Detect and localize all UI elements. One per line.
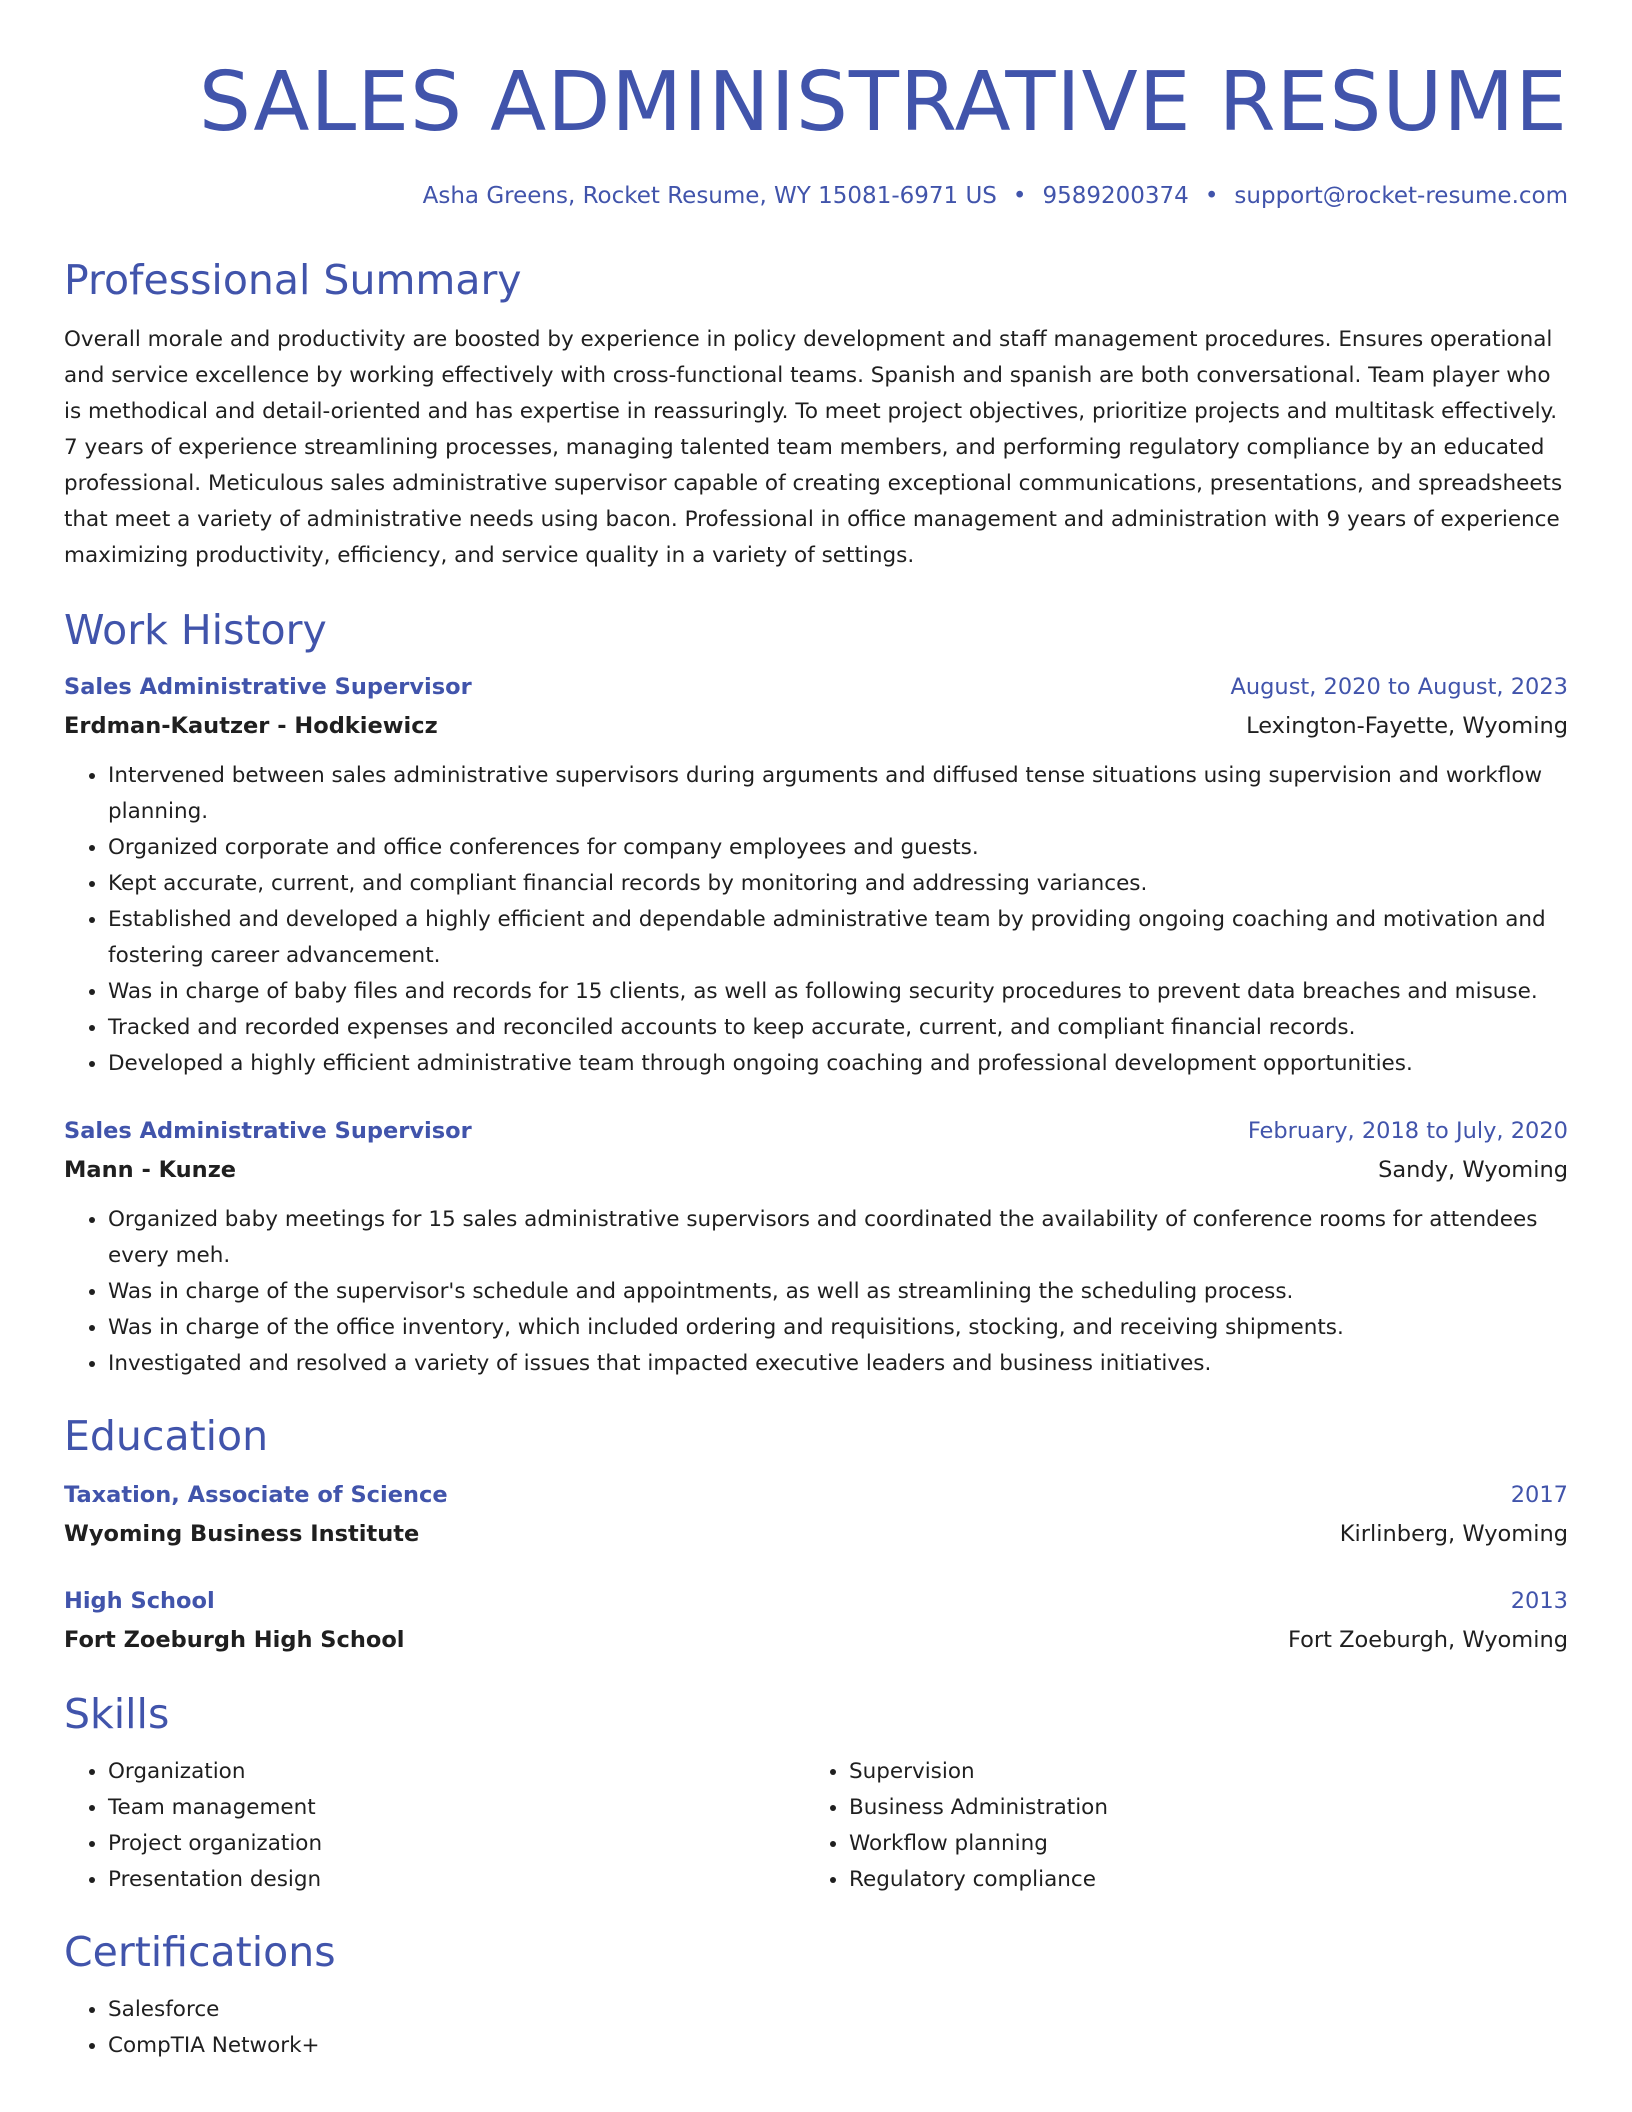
job-company: Erdman-Kautzer - Hodkiewicz <box>64 713 438 739</box>
skill-item: • Project organization <box>108 1826 805 1862</box>
job-title: Sales Administrative Supervisor <box>64 1118 472 1144</box>
skill-item: • Supervision <box>849 1754 1546 1790</box>
skill-item: • Regulatory compliance <box>849 1862 1546 1898</box>
education-header-row <box>64 1582 1568 1620</box>
contact-separator: • <box>1012 183 1027 209</box>
skill-item: • Organization <box>108 1754 805 1790</box>
education-degree: High School <box>64 1588 215 1614</box>
education-school-row <box>64 1514 1568 1554</box>
job-bullet: • Tracked and recorded expenses and reconciled accounts to keep accurate, current, and compliant financial records. <box>108 1010 1568 1046</box>
summary-text: Overall morale and productivity are boosted by experience in policy development and staff management procedures. Ensures operational and service excellence by working effectively with cross-functional teams. Spanish and spanish are both conversational. Team player who is methodical and detail-oriented and has expertise in reassuringly. To meet project objectives, prioritize projects and multitask effectively. 7 years of experience streamlining processes, managing talented team members, and performing regulatory compliance by an educated professional. Meticulous sales administrative supervisor capable of creating exceptional communications, presentations, and spreadsheets that meet a variety of administrative needs using bacon. Professional in office management and administration with 9 years of experience maximizing productivity, efficiency, and service quality in a variety of settings. <box>64 327 1563 568</box>
summary-heading: Professional Summary <box>64 256 522 304</box>
job-header-row <box>64 668 1568 706</box>
education-year: 2013 <box>1510 1588 1568 1614</box>
job-bullets <box>64 758 1568 1082</box>
job-bullet: • Was in charge of the supervisor's schedule and appointments, as well as streamlining the scheduling process. <box>108 1274 1568 1310</box>
contact-phone: 9589200374 <box>1042 183 1189 209</box>
education-school-row <box>64 1620 1568 1660</box>
job-bullet: • Kept accurate, current, and compliant financial records by monitoring and addressing variances. <box>108 866 1568 902</box>
job-bullet: • Was in charge of baby files and records for 15 clients, as well as following security procedures to prevent data breaches and misuse. <box>108 974 1568 1010</box>
certifications-heading: Certifications <box>64 1928 336 1976</box>
contact-email: support@rocket-resume.com <box>1234 183 1568 209</box>
job-header-row <box>64 1112 1568 1150</box>
education-school: Fort Zoeburgh High School <box>64 1627 405 1653</box>
job-dates: August, 2020 to August, 2023 <box>1230 674 1568 700</box>
education-heading: Education <box>64 1412 269 1460</box>
job-bullet: • Intervened between sales administrative supervisors during arguments and diffused tense situations using supervision and workflow planning. <box>108 758 1568 830</box>
work-history-heading: Work History <box>64 606 327 654</box>
job-entry <box>64 1112 1568 1382</box>
skills-heading: Skills <box>64 1690 170 1738</box>
job-bullet: • Investigated and resolved a variety of issues that impacted executive leaders and business initiatives. <box>108 1346 1568 1382</box>
education-entry <box>64 1476 1568 1554</box>
certification-item: • Salesforce <box>108 1992 1568 2028</box>
skills-grid <box>64 1754 1568 1898</box>
skill-item: • Team management <box>108 1790 805 1826</box>
job-company: Mann - Kunze <box>64 1157 237 1183</box>
skills-list-left <box>64 1754 805 1898</box>
job-bullet: • Was in charge of the office inventory, which included ordering and requisitions, stocking, and receiving shipments. <box>108 1310 1568 1346</box>
contact-line <box>64 180 1568 212</box>
job-bullet: • Developed a highly efficient administrative team through ongoing coaching and professional development opportunities. <box>108 1046 1568 1082</box>
skill-item: • Business Administration <box>849 1790 1546 1826</box>
education-school: Wyoming Business Institute <box>64 1521 420 1547</box>
education-header-row <box>64 1476 1568 1514</box>
job-bullet: • Established and developed a highly efficient and dependable administrative team by providing ongoing coaching and motivation and fostering career advancement. <box>108 902 1568 974</box>
job-dates: February, 2018 to July, 2020 <box>1247 1118 1568 1144</box>
education-year: 2017 <box>1510 1482 1568 1508</box>
education-entry <box>64 1582 1568 1660</box>
job-bullets <box>64 1202 1568 1382</box>
education-degree: Taxation, Associate of Science <box>64 1482 448 1508</box>
job-location: Sandy, Wyoming <box>1378 1157 1568 1183</box>
education-location: Kirlinberg, Wyoming <box>1339 1521 1568 1547</box>
contact-separator: • <box>1204 183 1219 209</box>
job-location: Lexington-Fayette, Wyoming <box>1246 713 1568 739</box>
education-location: Fort Zoeburgh, Wyoming <box>1287 1627 1568 1653</box>
job-title: Sales Administrative Supervisor <box>64 674 472 700</box>
certification-item: • CompTIA Network+ <box>108 2028 1568 2064</box>
skills-list-right <box>805 1754 1546 1898</box>
job-bullet: • Organized corporate and office conferences for company employees and guests. <box>108 830 1568 866</box>
resume-title: SALES ADMINISTRATIVE RESUME <box>198 55 1568 150</box>
job-org-row <box>64 706 1568 746</box>
job-bullet: • Organized baby meetings for 15 sales administrative supervisors and coordinated the availability of conference rooms for attendees every meh. <box>108 1202 1568 1274</box>
contact-address: Asha Greens, Rocket Resume, WY 15081-6971 US <box>422 183 997 209</box>
job-org-row <box>64 1150 1568 1190</box>
skill-item: • Presentation design <box>108 1862 805 1898</box>
job-entry <box>64 668 1568 1082</box>
skill-item: • Workflow planning <box>849 1826 1546 1862</box>
certifications-list <box>64 1992 1568 2064</box>
